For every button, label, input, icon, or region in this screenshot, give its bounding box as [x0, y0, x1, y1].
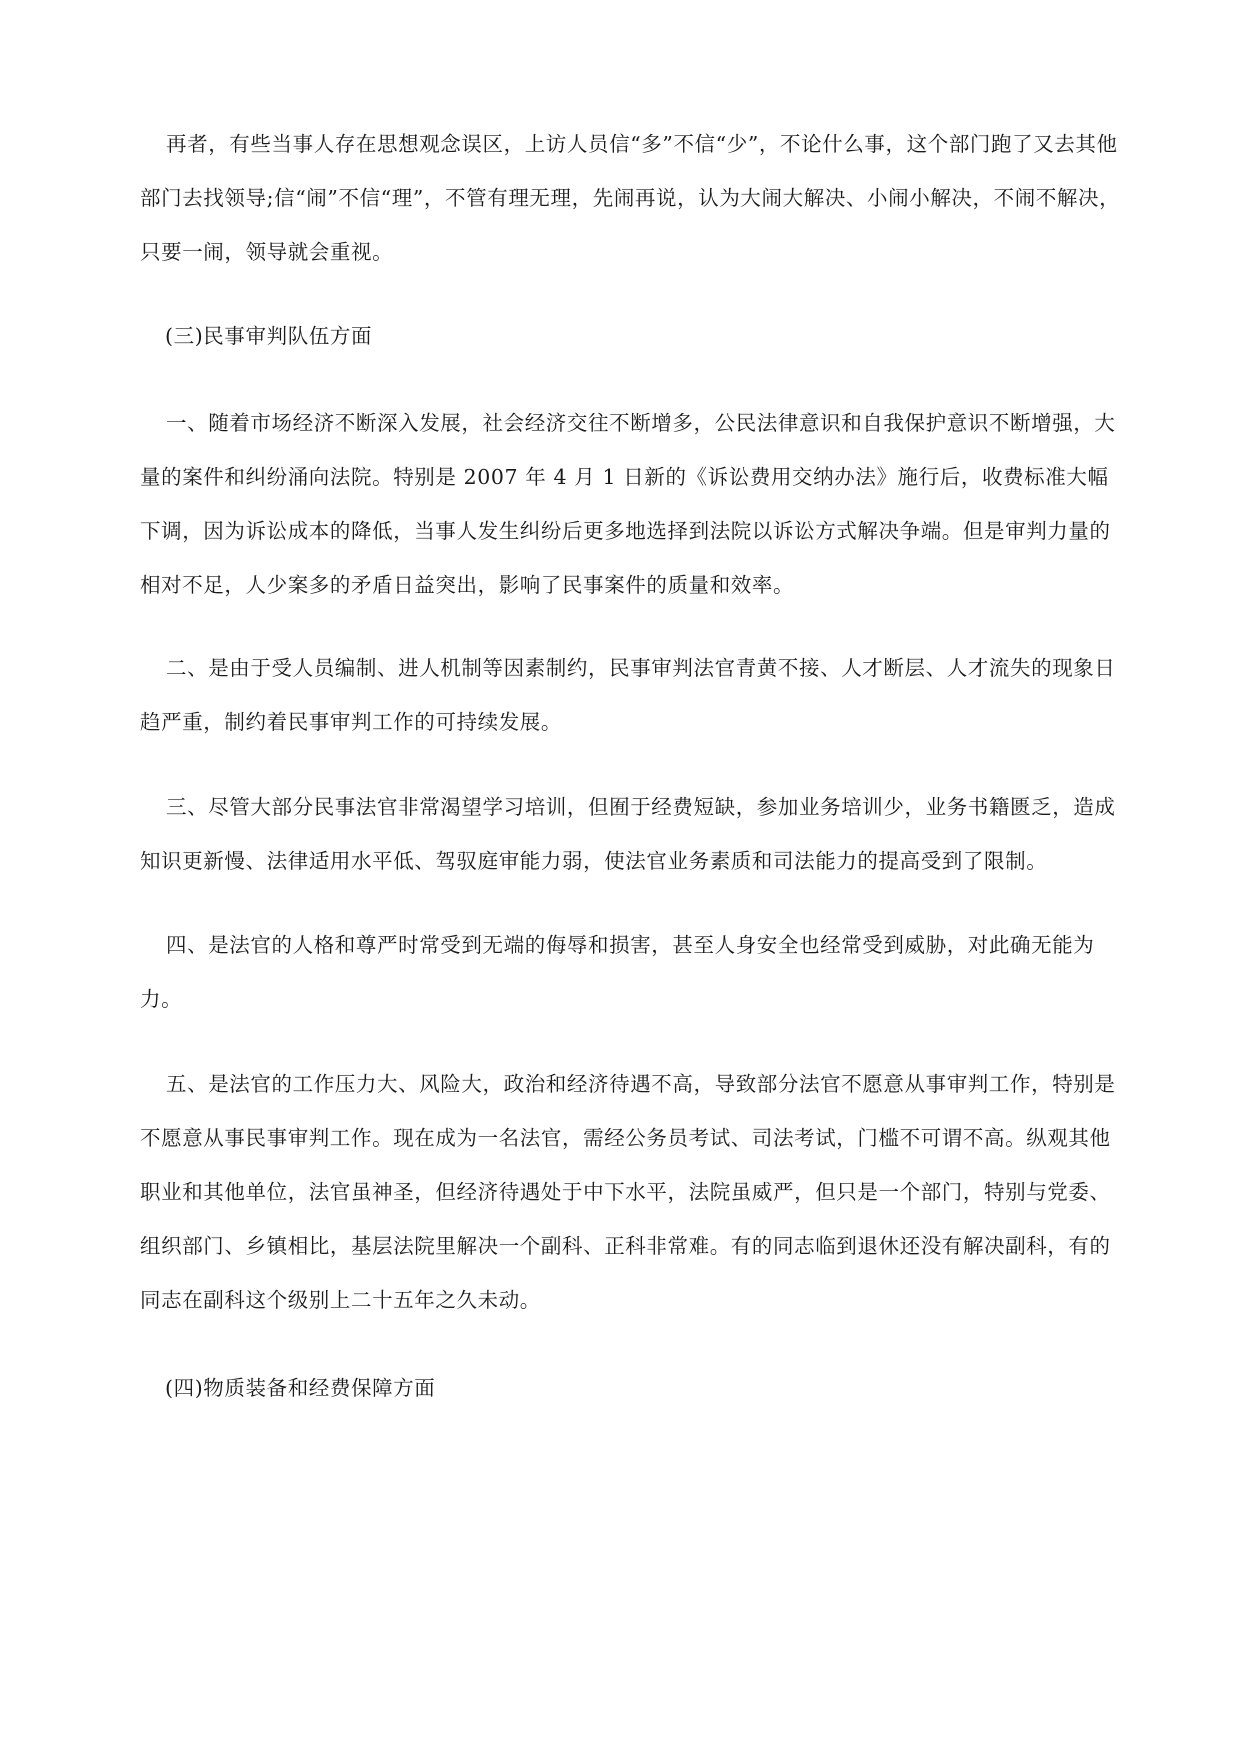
- paragraph-point-three: 三、尽管大部分民事法官非常渴望学习培训，但囿于经费短缺，参加业务培训少，业务书籍匮乏，造成知识更新慢、法律适用水平低、驾驭庭审能力弱，使法官业务素质和司法能力的提高受到了限制。: [140, 795, 1116, 873]
- paragraph-point-one: 一、随着市场经济不断深入发展，社会经济交往不断增多，公民法律意识和自我保护意识不断增强，大量的案件和纠纷涌向法院。特别是 2007 年 4 月 1 日新的《诉讼费用交纳办法》施行后，收费标准大幅下调，因为诉讼成本的降低，当事人发生纠纷后更多地选择到法院以诉讼方式解决争端。但是审判力量的相对不足，人少案多的矛盾日益突出，影响了民事案件的质量和效率。: [140, 411, 1116, 597]
- paragraph-thinking-misconceptions: 再者，有些当事人存在思想观念误区，上访人员信“多”不信“少”，不论什么事，这个部门跑了又去其他部门去找领导;信“闹”不信“理”，不管有理无理，先闹再说，认为大闹大解决、小闹小解决，不闹不解决，只要一闹，领导就会重视。: [140, 132, 1121, 264]
- paragraph-point-four: 四、是法官的人格和尊严时常受到无端的侮辱和损害，甚至人身安全也经常受到威胁，对此确无能为力。: [140, 933, 1095, 1011]
- section-heading-civil-trial-team: (三)民事审判队伍方面: [165, 324, 373, 348]
- section-heading-equipment-funding: (四)物质装备和经费保障方面: [165, 1376, 436, 1400]
- paragraph-point-two: 二、是由于受人员编制、进人机制等因素制约，民事审判法官青黄不接、人才断层、人才流失的现象日趋严重，制约着民事审判工作的可持续发展。: [140, 656, 1116, 734]
- paragraph-point-five: 五、是法官的工作压力大、风险大，政治和经济待遇不高，导致部分法官不愿意从事审判工作，特别是不愿意从事民事审判工作。现在成为一名法官，需经公务员考试、司法考试，门槛不可谓不高。纵观其他职业和其他单位，法官虽神圣，但经济待遇处于中下水平，法院虽威严，但只是一个部门，特别与党委、组织部门、乡镇相比，基层法院里解决一个副科、正科非常难。有的同志临到退休还没有解决副科，有的同志在副科这个级别上二十五年之久未动。: [140, 1072, 1116, 1312]
